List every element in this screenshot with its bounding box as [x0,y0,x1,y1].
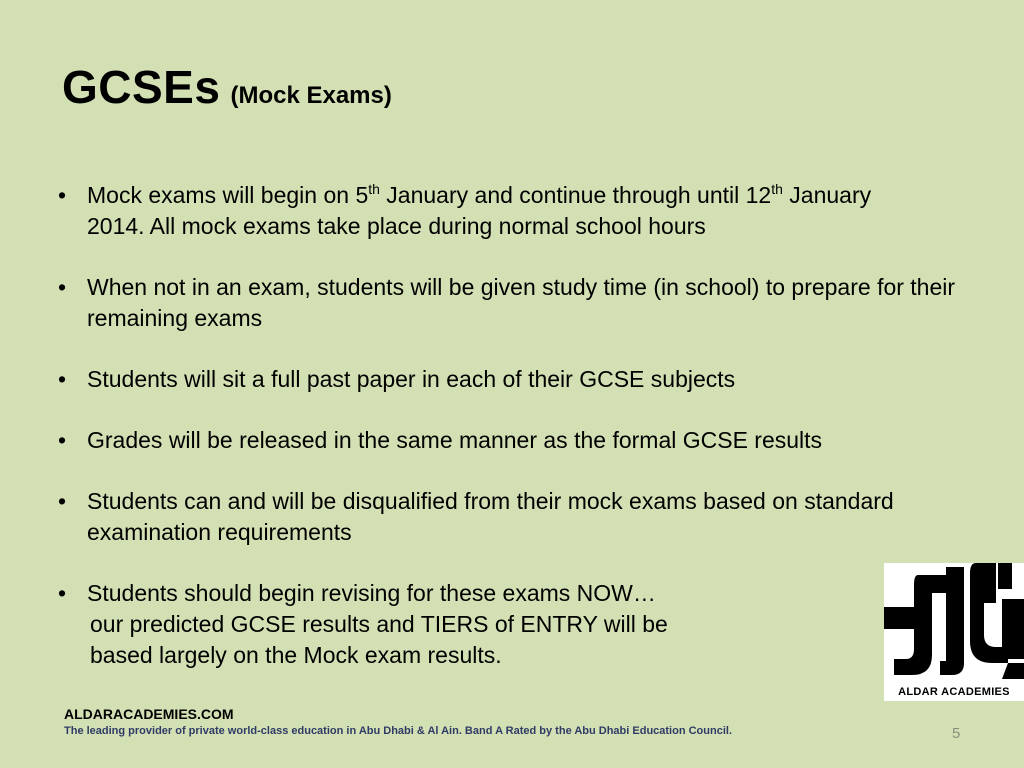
title-subtitle: (Mock Exams) [230,82,392,109]
bullet-item-study-time: • When not in an exam, students will be given study time (in school) to prepare for their remaining exams [58,272,998,334]
bullet-list [58,180,998,701]
aldar-academies-logo [884,563,1024,701]
bullet-item-mock-dates: • Mock exams will begin on 5th January and continue through until 12th January 2014. All mock exams take place during normal school hours [58,180,998,242]
bullet-item-revise-now: • Students should begin revising for these exams NOW… our predicted GCSE results and TIERS of ENTRY will be based largely on the Mock exam results. [58,578,998,671]
logo-text: ALDAR ACADEMIES [898,686,1010,698]
title-main: GCSEs [62,61,221,113]
bullet-item-grades: • Grades will be released in the same manner as the formal GCSE results [58,425,998,456]
footer-tagline: The leading provider of private world-class education in Abu Dhabi & Al Ain. Band A Rated by the Abu Dhabi Education Council. [64,725,732,737]
page-number: 5 [952,725,961,742]
footer-website: ALDARACADEMIES.COM [64,706,234,722]
bullet-item-disqualified: • Students can and will be disqualified from their mock exams based on standard examination requirements [58,486,998,548]
bullet-item-past-paper: • Students will sit a full past paper in each of their GCSE subjects [58,364,998,395]
aldar-logo-mark-icon [884,563,1024,683]
slide-title [62,60,392,114]
